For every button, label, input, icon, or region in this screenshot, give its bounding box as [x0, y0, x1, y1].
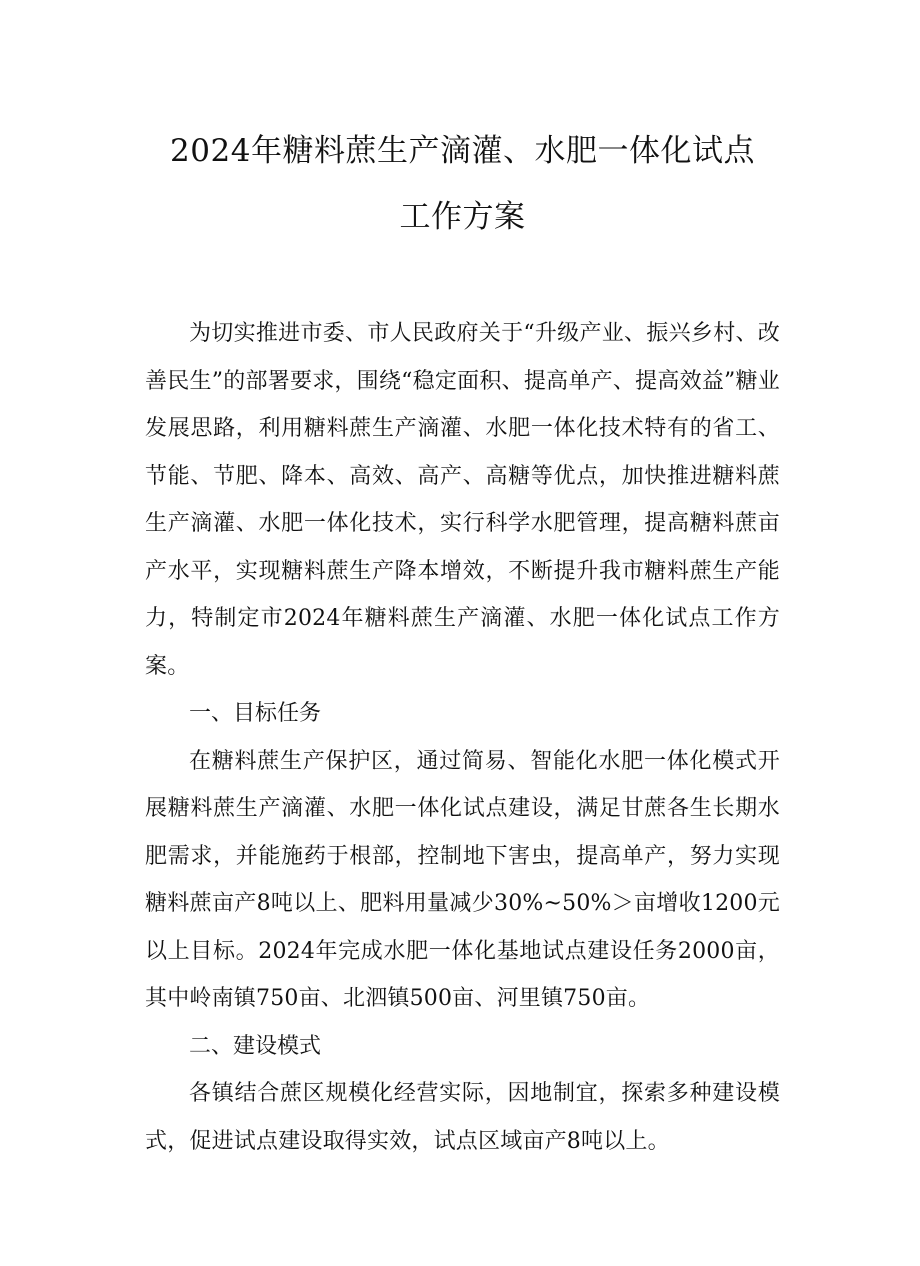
intro-paragraph: 为切实推进市委、市人民政府关于“升级产业、振兴乡村、改善民生”的部署要求，围绕“稳定面积、提高单产、提高效益”糖业发展思路，利用糖料蔗生产滴灌、水肥一体化技术特有的省工、节能、节肥、降本、高效、高产、高糖等优点，加快推进糖料蔗生产滴灌、水肥一体化技术，实行科学水肥管理，提高糖料蔗亩产水平，实现糖料蔗生产降本增效，不断提升我市糖料蔗生产能力，特制定市2024年糖料蔗生产滴灌、水肥一体化试点工作方案。 [145, 321, 780, 679]
section-2-heading: 二、建设模式 [189, 1033, 322, 1059]
document-title [145, 118, 780, 250]
title-line-1: 2024年糖料蔗生产滴灌、水肥一体化试点 [170, 133, 755, 169]
section-1-heading: 一、目标任务 [189, 701, 322, 726]
section-1-paragraph: 在糖料蔗生产保护区，通过简易、智能化水肥一体化模式开展糖料蔗生产滴灌、水肥一体化试点建设，满足甘蔗各生长期水肥需求，并能施药于根部，控制地下害虫，提高单产，努力实现糖料蔗亩产8吨以上、肥料用量减少30%~50%＞亩增收1200元以上目标。2024年完成水肥一体化基地试点建设任务2000亩，其中岭南镇750亩、北泗镇500亩、河里镇750亩。 [145, 748, 780, 1011]
title-line-2: 工作方案 [399, 199, 526, 235]
section-2-paragraph: 各镇结合蔗区规模化经营实际，因地制宜，探索多种建设模式，促进试点建设取得实效，试点区域亩产8吨以上。 [145, 1081, 780, 1154]
document-body [145, 310, 780, 1165]
